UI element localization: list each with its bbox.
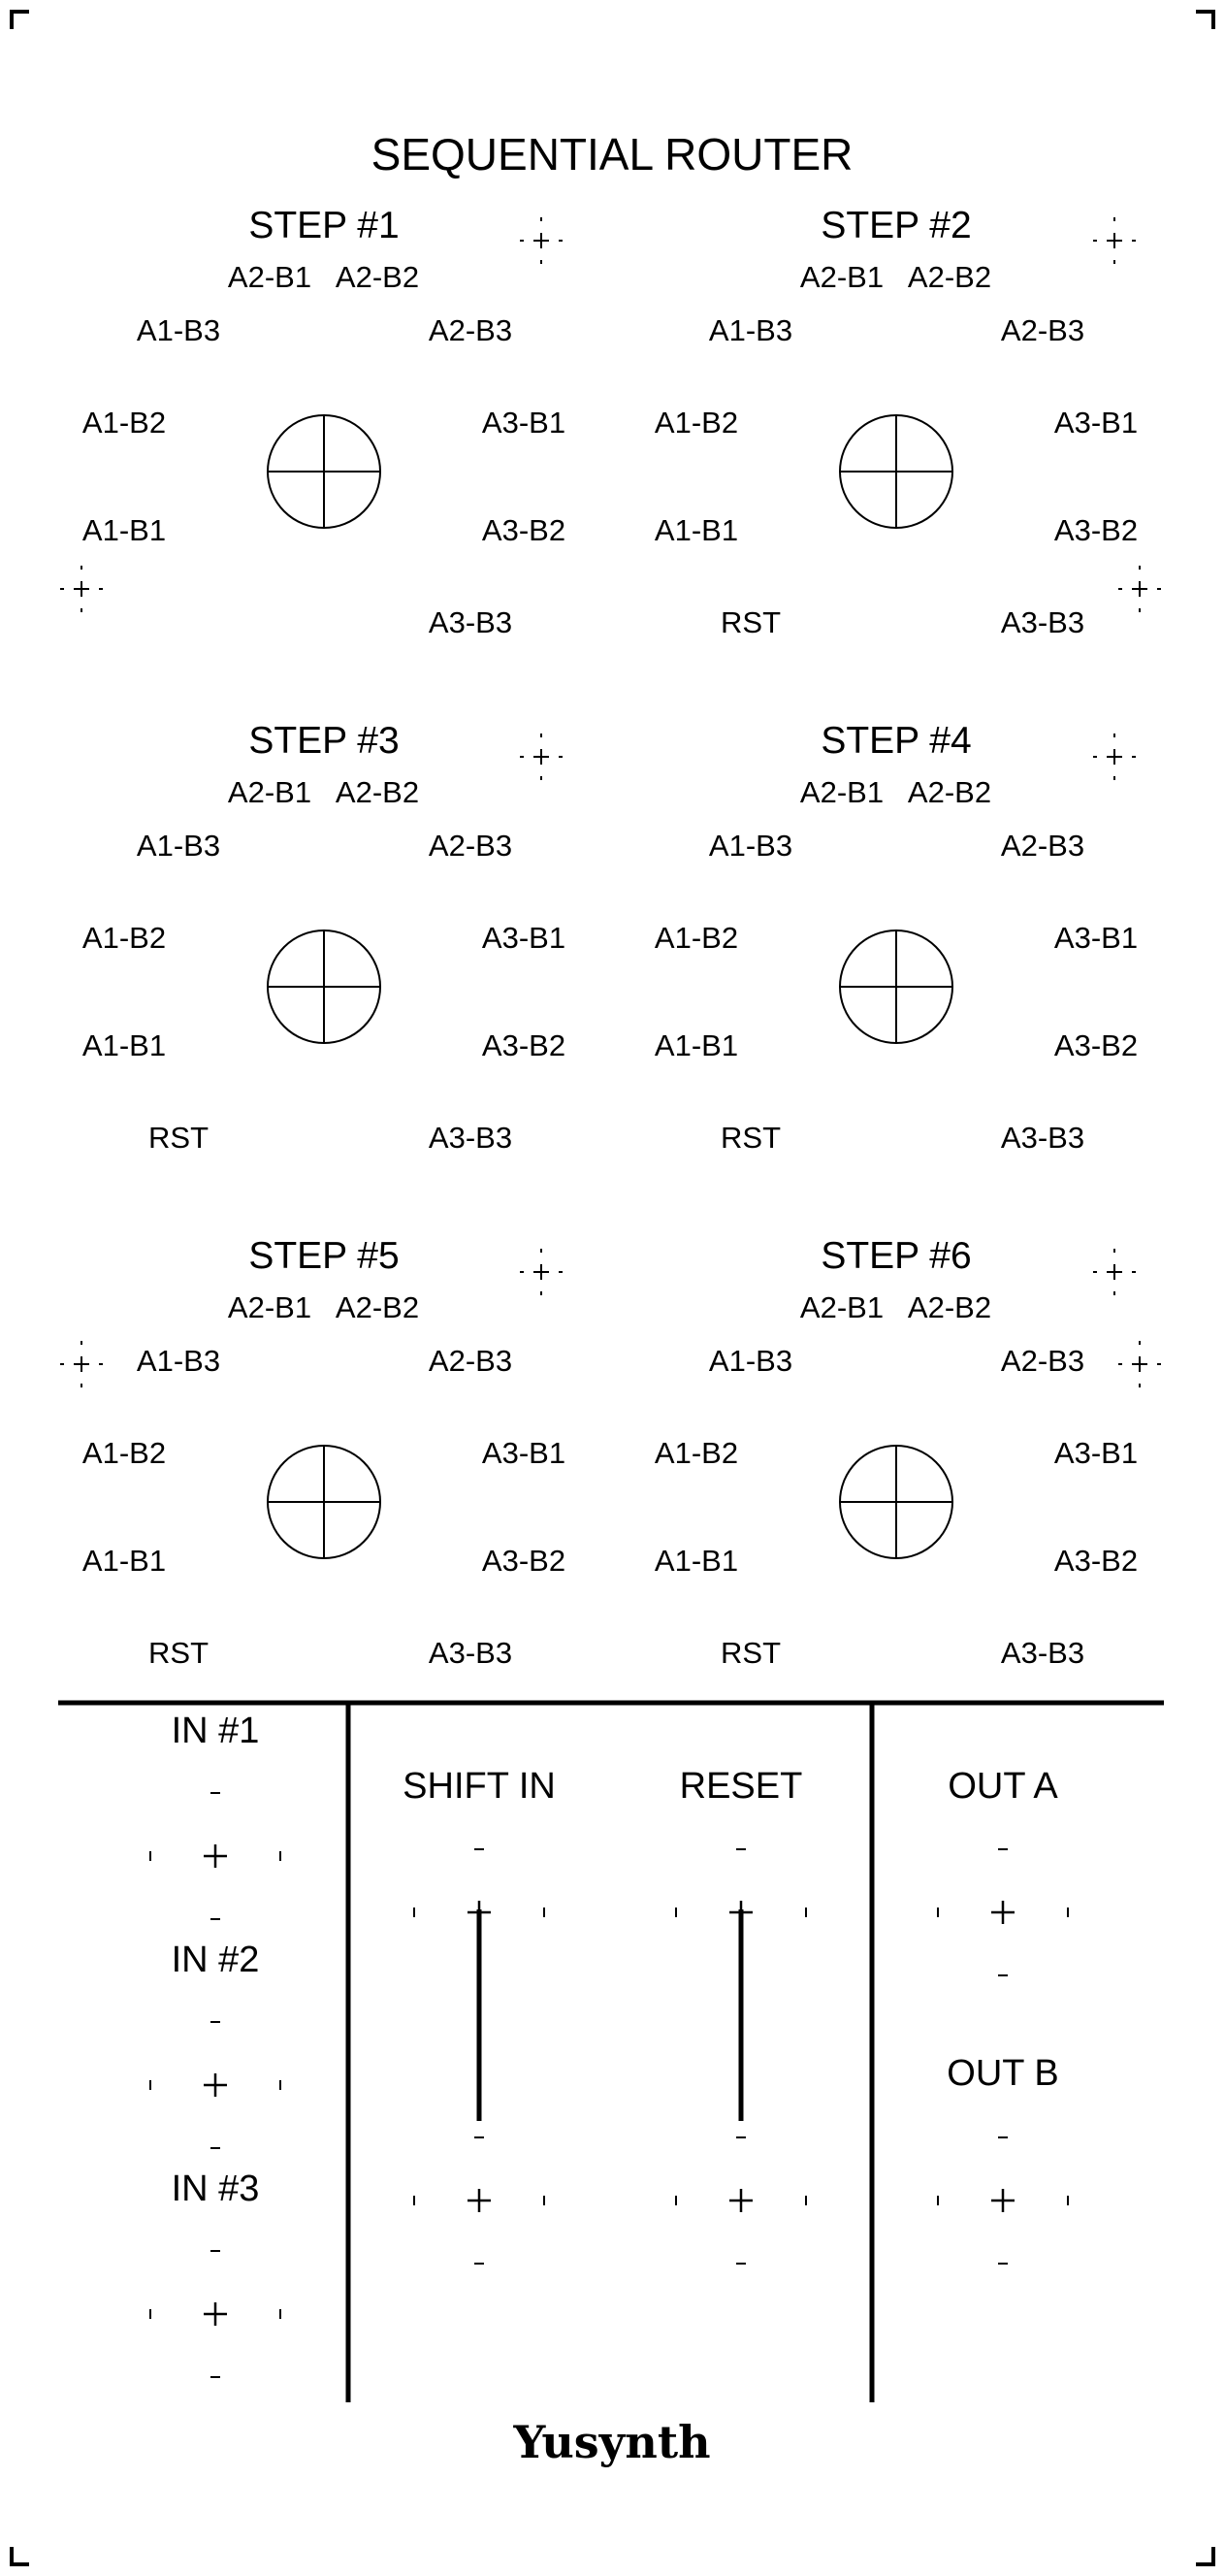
step-1-label-a3-b1: A3-B1: [481, 406, 566, 440]
step-5-knob[interactable]: [268, 1446, 380, 1558]
step-3-knob[interactable]: [268, 930, 380, 1043]
input-label-2: IN #2: [171, 1940, 260, 1980]
reset-label: RESET: [679, 1766, 803, 1807]
step-2-title: STEP #2: [821, 205, 972, 246]
step-5-label-a2-b1: A2-B1: [227, 1290, 312, 1324]
step-1-label-a1-b2: A1-B2: [81, 406, 167, 440]
knob-markers: [268, 415, 952, 1558]
step-3-label-a3-b3: A3-B3: [428, 1121, 513, 1155]
step-2-label-a1-b2: A1-B2: [654, 406, 739, 440]
step-1-label-a2-b3: A2-B3: [428, 313, 513, 347]
step-2-label-a2-b3: A2-B3: [1000, 313, 1085, 347]
step-5-label-a1-b1: A1-B1: [81, 1544, 167, 1578]
step-3-label-a2-b3: A2-B3: [428, 829, 513, 863]
step-1-label-a2-b2: A2-B2: [335, 260, 420, 294]
step-5-label-rst: RST: [148, 1636, 209, 1670]
reset-jack-2[interactable]: [676, 2137, 806, 2264]
step-3-label-a3-b1: A3-B1: [481, 921, 566, 955]
step-5-mark: [520, 1249, 563, 1295]
step-6-title: STEP #6: [821, 1235, 972, 1277]
step-1-label-a1-b3: A1-B3: [136, 313, 221, 347]
input-label-3: IN #3: [171, 2168, 260, 2209]
step-2-label-a2-b2: A2-B2: [907, 260, 992, 294]
input-jack-2[interactable]: [150, 2022, 280, 2148]
step-5-label-a1-b3: A1-B3: [136, 1344, 221, 1378]
step-1-side-mark: [60, 566, 103, 612]
step-6-side-mark: [1118, 1341, 1161, 1387]
shift-in-jack-2[interactable]: [414, 2137, 544, 2264]
step-4-knob[interactable]: [840, 930, 952, 1043]
step-2-label-a1-b3: A1-B3: [708, 313, 793, 347]
step-3-label-a1-b2: A1-B2: [81, 921, 167, 955]
step-3-label-a2-b1: A2-B1: [227, 775, 312, 809]
step-6-label-a2-b1: A2-B1: [799, 1290, 885, 1324]
step-3-label-a1-b1: A1-B1: [81, 1028, 167, 1062]
shift-in-label: SHIFT IN: [403, 1766, 556, 1807]
step-6-label-a3-b1: A3-B1: [1053, 1436, 1139, 1470]
step-3-label-a2-b2: A2-B2: [335, 775, 420, 809]
input-jack-1[interactable]: [150, 1793, 280, 1919]
step-2-label-a3-b2: A3-B2: [1053, 513, 1139, 547]
step-4-label-a2-b1: A2-B1: [799, 775, 885, 809]
step-5-label-a3-b2: A3-B2: [481, 1544, 566, 1578]
step-4-mark: [1093, 734, 1136, 780]
step-3-label-rst: RST: [148, 1121, 209, 1155]
input-label-1: IN #1: [171, 1711, 260, 1751]
step-1-title: STEP #1: [248, 205, 400, 246]
output-label-a: OUT A: [948, 1766, 1058, 1807]
step-6-label-a1-b3: A1-B3: [708, 1344, 793, 1378]
step-2-label-a3-b1: A3-B1: [1053, 406, 1139, 440]
step-4-label-rst: RST: [721, 1121, 781, 1155]
step-5-label-a3-b1: A3-B1: [481, 1436, 566, 1470]
step-2-knob[interactable]: [840, 415, 952, 528]
step-4-label-a3-b2: A3-B2: [1053, 1028, 1139, 1062]
brand-logo: Yusynth: [513, 2416, 711, 2468]
step-6-label-a2-b2: A2-B2: [907, 1290, 992, 1324]
step-6-label-rst: RST: [721, 1636, 781, 1670]
step-5-label-a2-b2: A2-B2: [335, 1290, 420, 1324]
step-2-label-a2-b1: A2-B1: [799, 260, 885, 294]
output-label-b: OUT B: [947, 2053, 1059, 2094]
step-1-mark: [520, 217, 563, 264]
step-4-label-a2-b3: A2-B3: [1000, 829, 1085, 863]
step-4-label-a3-b1: A3-B1: [1053, 921, 1139, 955]
step-4-label-a3-b3: A3-B3: [1000, 1121, 1085, 1155]
step-5-label-a2-b3: A2-B3: [428, 1344, 513, 1378]
step-4-title: STEP #4: [821, 720, 972, 762]
output-jack-b[interactable]: [938, 2137, 1068, 2264]
step-6-mark: [1093, 1249, 1136, 1295]
jack-markers: [150, 1793, 1068, 2377]
step-4-label-a1-b1: A1-B1: [654, 1028, 739, 1062]
step-5-side-mark: [60, 1341, 103, 1387]
step-6-label-a2-b3: A2-B3: [1000, 1344, 1085, 1378]
input-jack-3[interactable]: [150, 2251, 280, 2377]
step-6-label-a1-b1: A1-B1: [654, 1544, 739, 1578]
step-2-mark: [1093, 217, 1136, 264]
alignment-marks: [60, 217, 1161, 1387]
step-3-mark: [520, 734, 563, 780]
step-2-label-a1-b1: A1-B1: [654, 513, 739, 547]
switch-levers: [479, 1909, 741, 2121]
output-jack-a[interactable]: [938, 1849, 1068, 1975]
step-2-side-mark: [1118, 566, 1161, 612]
step-5-label-a3-b3: A3-B3: [428, 1636, 513, 1670]
step-2-label-rst: RST: [721, 605, 781, 639]
step-5-title: STEP #5: [248, 1235, 400, 1277]
step-3-label-a3-b2: A3-B2: [481, 1028, 566, 1062]
step-4-label-a1-b2: A1-B2: [654, 921, 739, 955]
step-3-label-a1-b3: A1-B3: [136, 829, 221, 863]
step-1-label-a1-b1: A1-B1: [81, 513, 167, 547]
step-5-label-a1-b2: A1-B2: [81, 1436, 167, 1470]
step-6-label-a3-b2: A3-B2: [1053, 1544, 1139, 1578]
step-1-label-a3-b2: A3-B2: [481, 513, 566, 547]
step-1-knob[interactable]: [268, 415, 380, 528]
step-6-label-a1-b2: A1-B2: [654, 1436, 739, 1470]
step-3-title: STEP #3: [248, 720, 400, 762]
step-1-label-a2-b1: A2-B1: [227, 260, 312, 294]
step-2-label-a3-b3: A3-B3: [1000, 605, 1085, 639]
step-6-knob[interactable]: [840, 1446, 952, 1558]
step-4-label-a1-b3: A1-B3: [708, 829, 793, 863]
step-1-label-a3-b3: A3-B3: [428, 605, 513, 639]
step-6-label-a3-b3: A3-B3: [1000, 1636, 1085, 1670]
step-4-label-a2-b2: A2-B2: [907, 775, 992, 809]
panel-title: SEQUENTIAL ROUTER: [371, 129, 854, 179]
